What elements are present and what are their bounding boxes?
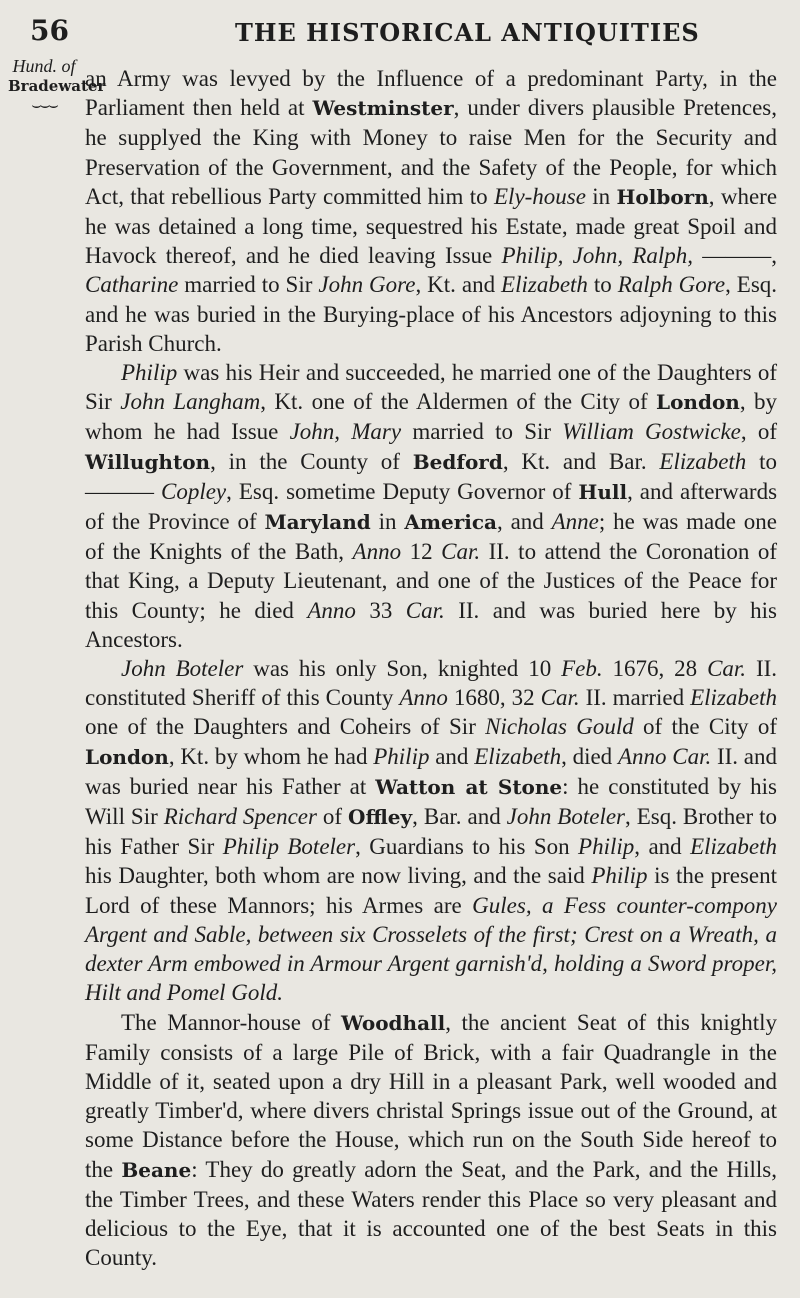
text-run: II. to attend the Coronation of that King, a Deputy Lieutenant, and one of the Justices of the Peace for this County; he died: [85, 539, 778, 623]
text-run: Copley: [160, 478, 227, 504]
text-run: , and: [497, 509, 552, 535]
text-run: , by whom he had Issue: [85, 389, 777, 445]
text-run: : They do greatly adorn the Seat, and the Park, and the Hills, the Timber Trees, and these Waters render this Place so very pleasant and delicious to the Eye, that it is accounted one of the best Seats in this County.: [85, 1156, 777, 1271]
text-run: , died: [561, 743, 618, 769]
text-run: , and: [634, 834, 691, 860]
text-run: Philip: [121, 360, 178, 386]
page-number: 56: [30, 14, 69, 47]
text-run: Philip, John, Ralph,: [501, 243, 694, 269]
text-run: , Esq. Brother to his Father Sir: [85, 804, 778, 860]
text-run: 1680, 32: [447, 685, 541, 711]
text-run: Elizabeth: [501, 272, 588, 298]
text-run: The Mannor-house of: [121, 1009, 342, 1035]
text-run: Anno: [399, 685, 448, 711]
text-run: Beane: [121, 1157, 192, 1182]
text-run: an Army was levyed by the Influence of a predominant Party, in the Parliament then held at: [85, 66, 777, 121]
paragraph: [85, 358, 777, 654]
text-run: Philip: [591, 863, 648, 889]
margin-note-place: Bradewater: [8, 77, 106, 95]
text-run: 12: [401, 539, 442, 565]
text-run: his Daughter, both whom are now living, and the said: [85, 863, 592, 889]
text-run: America: [404, 510, 497, 535]
text-run: ———,: [693, 243, 778, 269]
text-run: Elizabeth: [690, 685, 777, 711]
text-run: Catharine: [85, 272, 179, 298]
running-title: THE HISTORICAL ANTIQUITIES: [235, 18, 700, 47]
text-run: married to Sir: [401, 419, 563, 445]
text-run: Car.: [540, 685, 580, 711]
text-run: , Kt. one of the Aldermen of the City of: [260, 389, 657, 415]
text-run: one of the Daughters and Coheirs of Sir: [85, 714, 486, 740]
text-run: Anne: [551, 509, 599, 535]
text-run: , Kt. by whom he had: [168, 743, 374, 769]
text-run: is the present Lord of these Mannors; his Armes are: [85, 863, 777, 918]
text-run: Elizabeth: [474, 743, 562, 769]
text-run: of the City of: [633, 714, 777, 740]
text-run: married to Sir: [178, 272, 319, 298]
text-run: Car.: [441, 539, 481, 565]
margin-note: [8, 56, 106, 116]
text-run: to: [587, 272, 618, 298]
text-run: was his only Son, knighted 10: [243, 656, 562, 682]
text-run: , Kt. and Bar.: [502, 448, 660, 474]
text-run: was his Heir and succeeded, he married one of the Daughters of Sir: [85, 360, 777, 415]
text-run: II. and was buried near his Father at: [85, 743, 778, 799]
brace-ornament: ⌣⌣⌣: [31, 97, 57, 114]
text-run: William Gostwicke: [562, 419, 741, 445]
text-run: Hull: [578, 479, 628, 504]
text-run: Anno: [307, 597, 356, 623]
text-run: and: [429, 743, 475, 769]
text-run: Car.: [405, 597, 445, 623]
text-run: Westminster: [312, 96, 454, 121]
paragraph: [85, 64, 777, 358]
text-run: II. constituted Sheriff of this County: [85, 656, 778, 711]
text-run: , of: [740, 419, 777, 445]
text-run: , Bar. and: [412, 804, 507, 830]
text-run: , Guardians to his Son: [355, 834, 579, 860]
text-run: II. married: [579, 685, 691, 711]
paragraph: [85, 654, 777, 1007]
text-run: of: [316, 804, 349, 830]
text-run: , under divers plausible Pretences, he supplyed the King with Money to raise Men for the Security and Preservation of the Government, and the Safety of the People, for which Act, that rebellious Party committed him to: [85, 95, 777, 209]
paragraph: [85, 1008, 777, 1273]
text-run: Gules, a Fess counter-compony Argent and Sable, between six Crosselets of the first; Crest on a Wreath, a dexter Arm embowed in Armour Argent garnish'd, holding a Sword proper, Hilt and Pomel Gold.: [85, 892, 777, 1006]
text-run: Elizabeth: [659, 448, 747, 474]
text-run: Maryland: [264, 510, 371, 535]
text-run: John Boteler: [121, 656, 244, 682]
text-run: Willughton: [85, 449, 211, 474]
body-text: [85, 64, 777, 1272]
text-run: Philip Boteler: [222, 834, 356, 860]
text-run: Holborn: [616, 184, 709, 209]
text-run: Ralph Gore: [617, 272, 726, 298]
text-run: John Boteler: [506, 804, 626, 830]
text-run: in: [585, 183, 617, 209]
text-run: London: [85, 744, 169, 769]
text-run: John Gore: [318, 272, 416, 298]
text-run: Philip: [373, 743, 430, 769]
text-run: Nicholas Gould: [485, 714, 634, 740]
text-run: 1676, 28: [602, 656, 708, 682]
text-run: Car.: [707, 656, 747, 682]
margin-note-hundred: Hund. of: [12, 56, 76, 76]
text-run: , Esq. sometime Deputy Governor of: [226, 478, 579, 504]
text-run: Ely-house: [494, 183, 586, 209]
text-run: Anno Car.: [617, 743, 712, 769]
text-run: Richard Spencer: [163, 804, 317, 830]
text-run: John Langham: [120, 389, 261, 415]
text-run: in: [370, 509, 405, 535]
text-run: London: [656, 390, 740, 415]
text-run: Watton at Stone: [375, 774, 563, 799]
text-run: Philip: [578, 834, 635, 860]
text-run: : he constituted by his Will Sir: [85, 773, 777, 830]
text-run: , the ancient Seat of this knightly Family consists of a large Pile of Brick, with a fair Quadrangle in the Middle of it, seated upon a dry Hill in a pleasant Park, well wooded and greatly Timber'd, where divers christal Springs issue out of the Ground, at some Distance before the House, which run on the South Side hereof to the: [85, 1009, 778, 1182]
text-run: to ———: [85, 448, 778, 504]
text-run: Bedford: [412, 449, 503, 474]
text-run: John, Mary: [289, 419, 402, 445]
text-run: , where he was detained a long time, sequestred his Estate, made great Spoil and Havock thereof, and he died leaving Issue: [85, 183, 778, 269]
text-run: , Esq. and he was buried in the Burying-place of his Ancestors adjoyning to this Parish Church.: [85, 272, 778, 356]
text-run: Offley: [348, 805, 413, 830]
text-run: Woodhall: [341, 1010, 446, 1035]
text-run: Anno: [352, 539, 402, 565]
text-run: 33: [355, 597, 406, 623]
text-run: II. and was buried here by his Ancestors.: [85, 597, 777, 652]
text-run: , Kt. and: [415, 272, 502, 298]
text-run: Feb.: [561, 656, 603, 682]
text-run: , in the County of: [210, 448, 413, 474]
text-run: ; he was made one of the Knights of the Bath,: [85, 509, 777, 565]
text-run: , and afterwards of the Province of: [85, 478, 778, 535]
text-run: Elizabeth: [690, 834, 777, 860]
